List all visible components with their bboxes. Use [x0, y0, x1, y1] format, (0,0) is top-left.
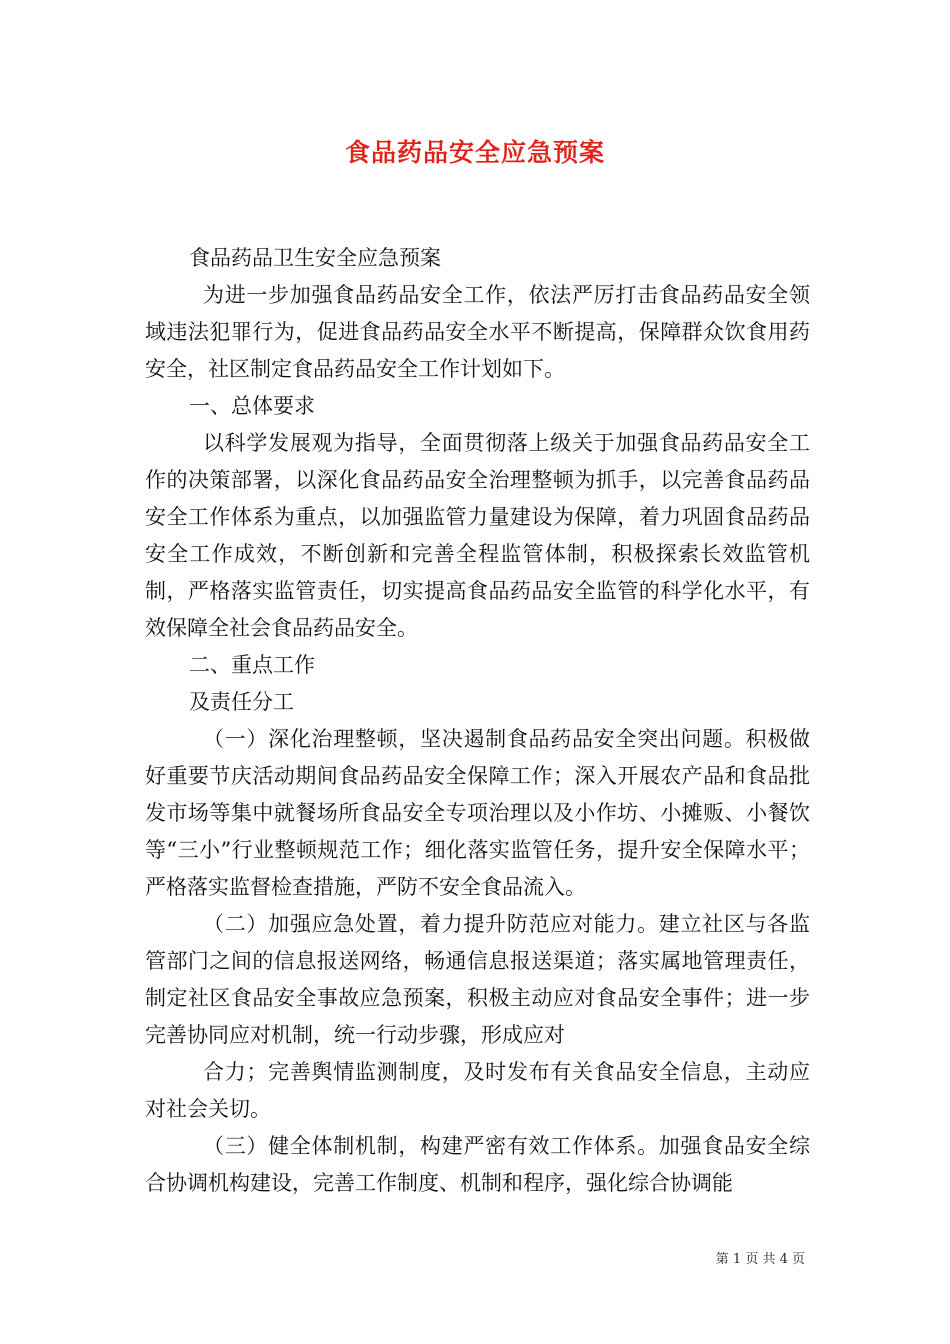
item-three-paragraph: （三）健全体制机制，构建严密有效工作体系。加强食品安全综合协调机构建设，完善工作制度、机制和程序，强化综合协调能: [145, 1134, 810, 1195]
intro-paragraph: 为进一步加强食品药品安全工作，依法严厉打击食品药品安全领域违法犯罪行为，促进食品药品安全水平不断提高，保障群众饮食用药安全，社区制定食品药品安全工作计划如下。: [145, 283, 810, 381]
general-requirements-paragraph: 以科学发展观为指导，全面贯彻落上级关于加强食品药品安全工作的决策部署，以深化食品药品安全治理整顿为抓手，以完善食品药品安全工作体系为重点，以加强监管力量建设为保障，着力巩固食品药品安全工作成效，不断创新和完善全程监管体制，积极探索长效监管机制，严格落实监管责任，切实提高食品药品安全监管的科学化水平，有效保障全社会食品药品安全。: [145, 431, 810, 640]
item-two-continuation: 合力；完善舆情监测制度，及时发布有关食品安全信息，主动应对社会关切。: [145, 1060, 810, 1121]
page-number-footer: 第 1 页 共 4 页: [715, 1252, 805, 1267]
section-heading-general: 一、总体要求: [189, 394, 315, 418]
item-two-paragraph: （二）加强应急处置，着力提升防范应对能力。建立社区与各监管部门之间的信息报送网络，畅通信息报送渠道；落实属地管理责任，制定社区食品安全事故应急预案，积极主动应对食品安全事件；进一步完善协同应对机制，统一行动步骤，形成应对: [145, 912, 810, 1047]
item-one-paragraph: （一）深化治理整顿，坚决遏制食品药品安全突出问题。积极做好重要节庆活动期间食品药品安全保障工作；深入开展农产品和食品批发市场等集中就餐场所食品安全专项治理以及小作坊、小摊贩、小餐饮等“三小”行业整顿规范工作；细化落实监管任务，提升安全保障水平；严格落实监督检查措施，严防不安全食品流入。: [145, 727, 810, 899]
page-title: 食品药品安全应急预案: [344, 138, 605, 167]
section-heading-continuation: 及责任分工: [189, 690, 294, 714]
document-body: [145, 240, 810, 1202]
subtitle-paragraph: 食品药品卫生安全应急预案: [189, 246, 441, 270]
section-heading-key-work: 二、重点工作: [189, 653, 315, 677]
